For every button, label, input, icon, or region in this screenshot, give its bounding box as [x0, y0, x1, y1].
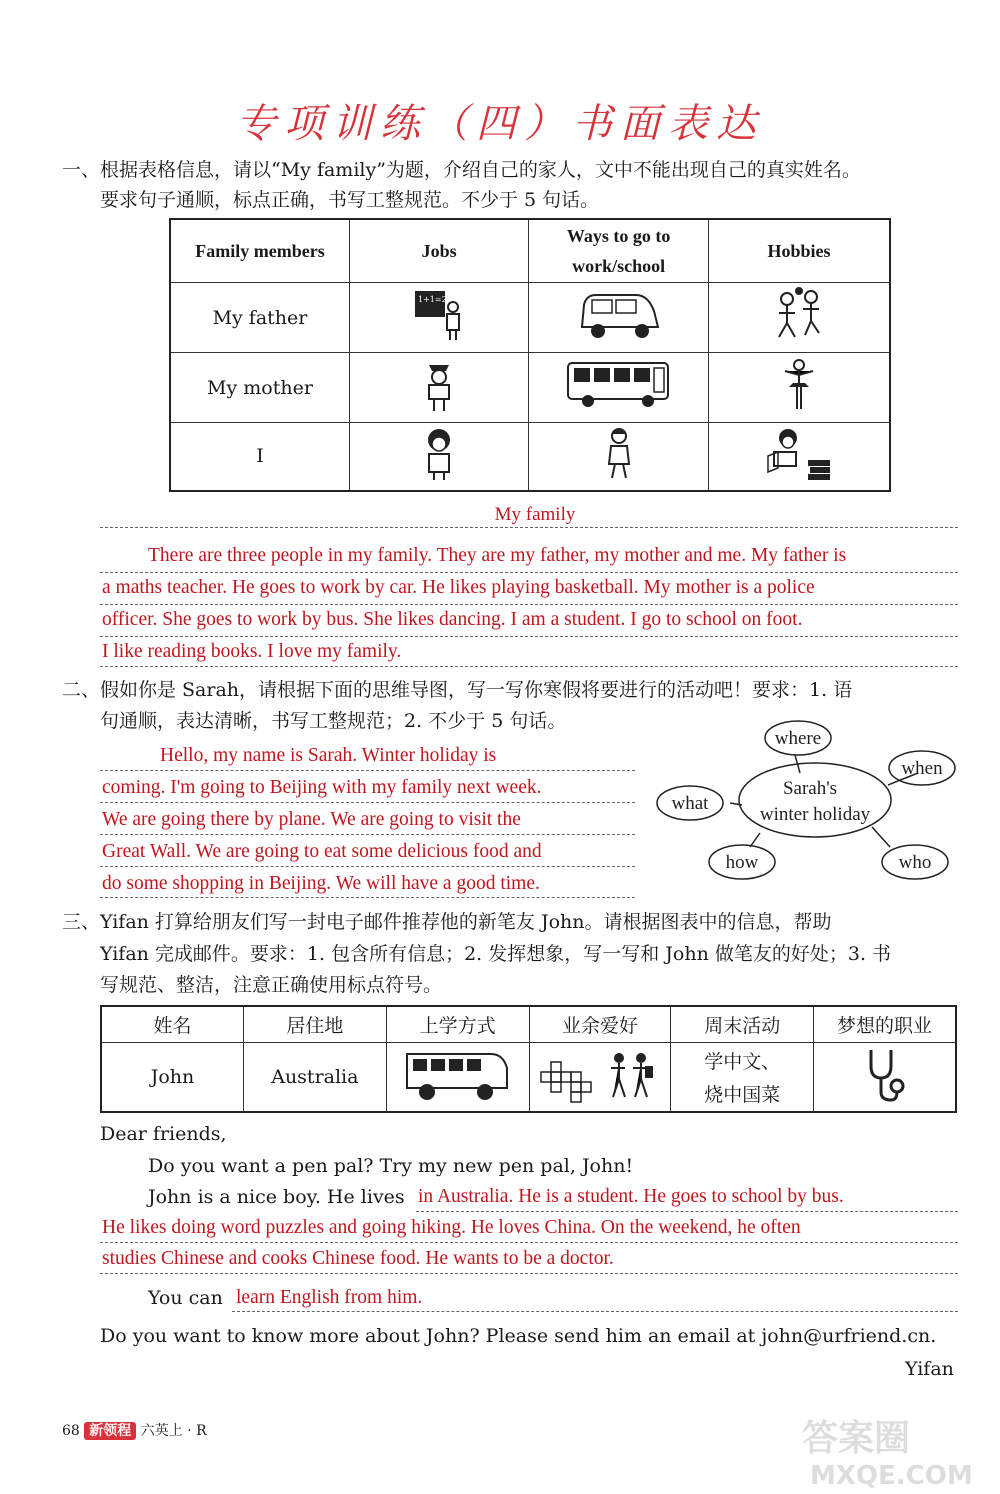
letter-greeting: Dear friends, [100, 1123, 227, 1145]
table-row [101, 1042, 956, 1112]
answer-rule [100, 666, 958, 667]
q1-instruction-line2: 要求句子通顺，标点正确，书写工整规范。不少于 5 句话。 [100, 189, 600, 211]
letter-closing: Do you want to know more about John? Please send him an email at john@urfriend.cn. [100, 1325, 937, 1347]
bus-icon [529, 353, 709, 423]
q1-instruction-line1: 一、根据表格信息，请以“My family”为题，介绍自己的家人，文中不能出现自己的真实姓名。 [62, 159, 861, 181]
mind-label-when: when [901, 758, 943, 779]
table-header-row [101, 1006, 956, 1042]
q1-answer-line3: officer. She goes to work by bus. She likes dancing. I am a student. I go to school on foot. [102, 609, 803, 630]
member-cell: My father [170, 283, 349, 353]
q2-answer-line4: Great Wall. We are going to eat some delicious food and [102, 841, 542, 862]
student-icon [349, 423, 528, 491]
member-cell: My mother [170, 353, 349, 423]
col-family-members: Family members [170, 219, 349, 283]
table-header-row [170, 219, 890, 283]
police-officer-icon [349, 353, 528, 423]
place-cell: Australia [243, 1042, 386, 1112]
crossword-and-hiking-icon [529, 1042, 671, 1112]
q3-instruction-line1: 三、Yifan 打算给朋友们写一封电子邮件推荐他的新笔友 John。请根据图表中的信息，帮助 [62, 911, 832, 933]
svg-text:1+1=2: 1+1=2 [418, 295, 447, 304]
answer-rule [100, 866, 635, 867]
mind-center [739, 763, 891, 837]
letter-answer3: studies Chinese and cooks Chinese food. He wants to be a doctor. [102, 1248, 614, 1269]
answer-rule [100, 802, 635, 803]
answer-rule [100, 897, 635, 898]
table-row [170, 423, 890, 491]
svg-text:答案圈: 答案圈 [802, 1418, 911, 1459]
answer-rule [232, 1311, 958, 1312]
letter-answer4: learn English from him. [236, 1287, 423, 1308]
answer-rule [100, 834, 635, 835]
walking-girl-icon [529, 423, 709, 491]
weekend-cell [671, 1042, 813, 1112]
letter-answer2: He likes doing word puzzles and going hiking. He loves China. On the weekend, he often [102, 1217, 801, 1238]
q2-instruction-line2: 句通顺，表达清晰，书写工整规范；2. 不少于 5 句话。 [100, 710, 567, 732]
school-bus-icon [386, 1042, 529, 1112]
book-label: 六英上 · R [140, 1423, 207, 1439]
mind-map [650, 715, 960, 890]
col-residence: 居住地 [243, 1006, 386, 1042]
mind-center-line1: Sarah's [782, 778, 838, 799]
name-cell: John [101, 1042, 243, 1112]
q2-answer-line3: We are going there by plane. We are going to visit the [102, 809, 521, 830]
col-name: 姓名 [101, 1006, 243, 1042]
brand-logo: 新领程 [84, 1422, 136, 1440]
letter-para3-prefix: You can [148, 1287, 223, 1309]
teacher-blackboard-icon [349, 283, 528, 353]
col-hobby: 业余爱好 [529, 1006, 671, 1042]
car-icon [529, 283, 709, 353]
weekend-line1: 学中文、 [704, 1050, 781, 1073]
page-number: 68 [62, 1423, 80, 1439]
page-title: 专项训练（四）书面表达 [236, 101, 764, 147]
ballet-dancer-icon [709, 353, 890, 423]
q2-answer-line1: Hello, my name is Sarah. Winter holiday is [160, 745, 497, 766]
col-dream-job: 梦想的职业 [813, 1006, 956, 1042]
q2-answer-line5: do some shopping in Beijing. We will have a good time. [102, 873, 540, 894]
q3-instruction-line3: 写规范、整洁，注意正确使用标点符号。 [100, 974, 443, 996]
q1-answer-line2: a maths teacher. He goes to work by car. He likes playing basketball. My mother is a police [102, 577, 815, 598]
q3-instruction-line2: Yifan 完成邮件。要求：1. 包含所有信息；2. 发挥想象，写一写和 John 做笔友的好处；3. 书 [100, 943, 892, 965]
family-table [169, 218, 891, 492]
q2-instruction-line1: 二、假如你是 Sarah，请根据下面的思维导图，写一写你寒假将要进行的活动吧！要求：1. 语 [62, 679, 853, 701]
col-transport: 上学方式 [386, 1006, 529, 1042]
letter-para1: Do you want a pen pal? Try my new pen pal, John! [148, 1155, 634, 1177]
mind-label-where: where [774, 728, 822, 749]
member-cell: I [170, 423, 349, 491]
table-row [170, 283, 890, 353]
girl-reading-books-icon [709, 423, 890, 491]
table-row [170, 353, 890, 423]
answer-rule [100, 1273, 958, 1274]
col-ways: Ways to go to work/school [529, 219, 709, 283]
col-weekend: 周末活动 [671, 1006, 813, 1042]
col-jobs: Jobs [349, 219, 528, 283]
footer [62, 1420, 207, 1440]
answer-rule [100, 527, 958, 528]
letter-para2-prefix: John is a nice boy. He lives [148, 1186, 405, 1208]
q1-answer-line1: There are three people in my family. They are my father, my mother and me. My father is [148, 545, 847, 566]
mind-label-how: how [725, 852, 759, 873]
watermark-logo [800, 1410, 990, 1490]
mind-center-line2: winter holiday [759, 804, 871, 825]
q1-answer-line4: I like reading books. I love my family. [102, 641, 402, 662]
svg-text:MXQE.COM: MXQE.COM [810, 1461, 973, 1490]
mind-label-who: who [898, 852, 932, 873]
mind-label-what: what [671, 793, 709, 814]
answer-rule [100, 770, 635, 771]
letter-signature: Yifan [905, 1358, 954, 1380]
basketball-players-icon [709, 283, 890, 353]
pen-pal-table [100, 1005, 957, 1113]
answer-title: My family [494, 504, 576, 525]
letter-answer1: in Australia. He is a student. He goes to school by bus. [418, 1186, 844, 1207]
stethoscope-icon [813, 1042, 956, 1112]
q2-answer-line2: coming. I'm going to Beijing with my family next week. [102, 777, 542, 798]
col-hobbies: Hobbies [709, 219, 890, 283]
weekend-line2: 烧中国菜 [704, 1083, 781, 1106]
